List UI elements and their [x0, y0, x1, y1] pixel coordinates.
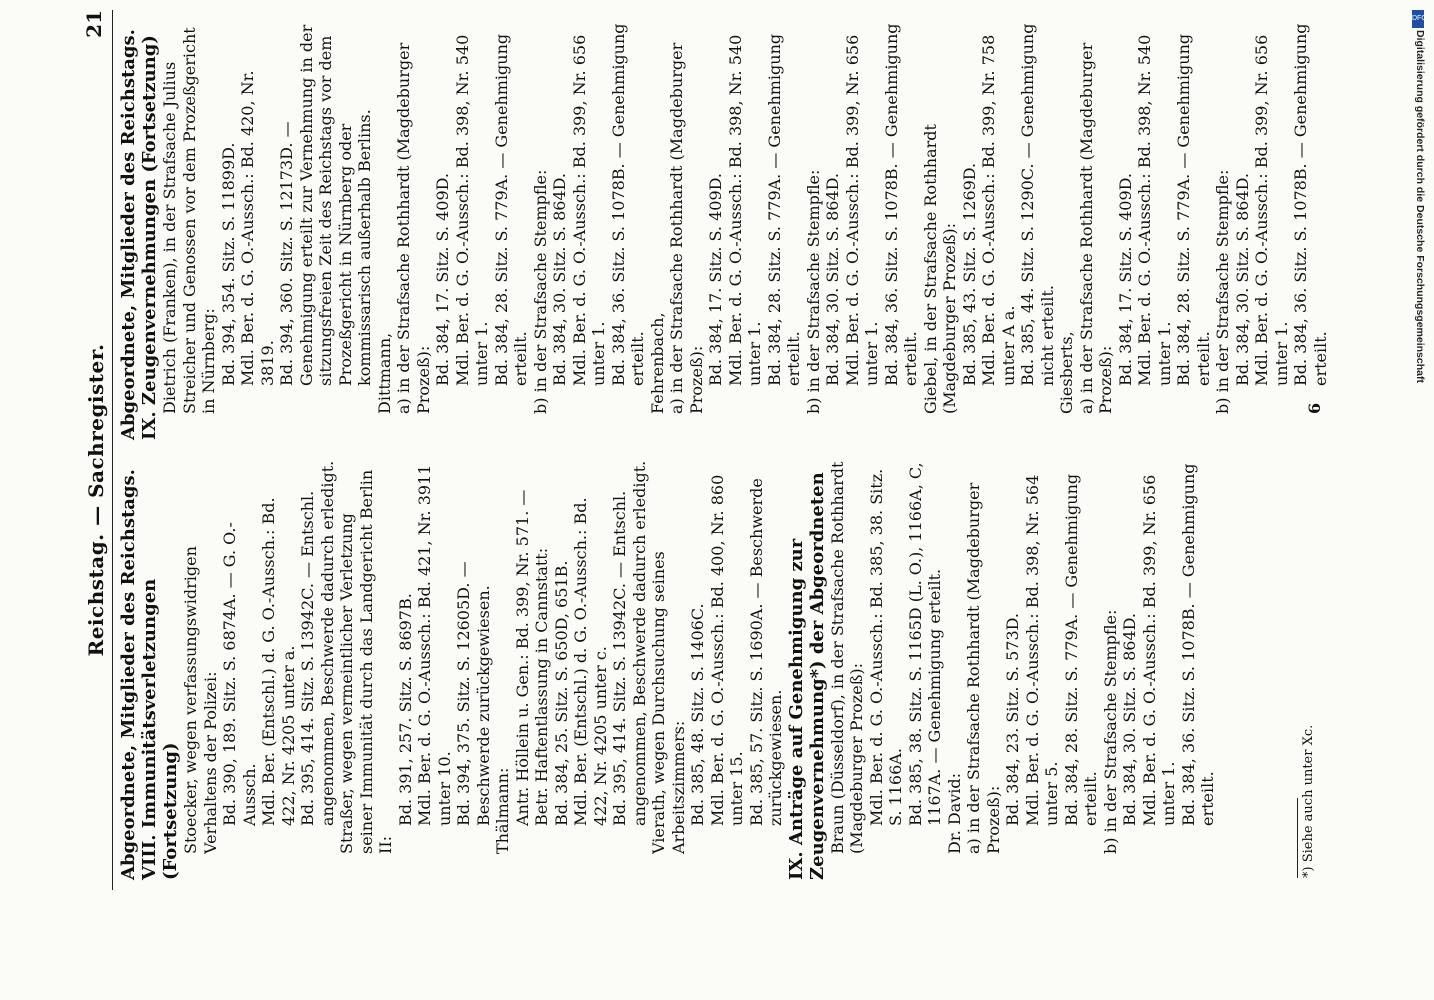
section-heading: Abgeordnete, Mitglieder des Reichstags. IX. Zeugenvernehmungen (Fortsetzung): [118, 29, 160, 440]
reference-line: Bd. 384, 23. Sitz. S. 573D.: [1003, 613, 1022, 826]
reference-line: Antr. Höllein u. Gen.: Bd. 399, Nr. 571. — Betr. Haftentlassung in Cannstatt:: [512, 489, 551, 826]
sub-entry: a) in der Strafsache Rothhardt (Magdeburger Prozeß):: [667, 42, 706, 414]
reference-line: Mdl. Ber. d. G. O.-Aussch.: Bd. 399, Nr. 758 unter A a.: [979, 34, 1018, 386]
reference-line: Bd. 384, 36. Sitz. S. 1078B. — Genehmigung erteilt.: [881, 23, 920, 386]
index-entry: Braun (Düsseldorf), in der Strafsache Rothhardt (Magdeburger Prozeß):: [827, 461, 866, 854]
reference-line: Bd. 394, 375. Sitz. S. 12605D. — Beschwerde zurückgewiesen.: [454, 561, 493, 826]
reference-line: Bd. 390, 189. Sitz. S. 6874A. — G. O.-Aussch.: [220, 522, 259, 826]
footnote: *) Siehe auch unter Xc.: [1301, 724, 1316, 878]
reference-line: Mdl. Ber. d. G. O.-Aussch.: Bd. 400, Nr. 860 unter 15.: [707, 474, 746, 826]
sub-entry: a) in der Strafsache Rothhardt (Magdeburger Prozeß):: [394, 42, 433, 414]
reference-line: Bd. 384, 25. Sitz. S. 650D, 651B.: [551, 560, 571, 826]
index-entry: Dr. David:: [944, 772, 964, 854]
reference-line: Mdl. Ber. d. G. O.-Aussch.: Bd. 398, Nr. 540 unter 1.: [1135, 34, 1174, 386]
sub-entry: b) in der Strafsache Stempfle:: [1100, 609, 1120, 854]
reference-line: Mdl. Ber. (Entschl.) d. G. O.-Aussch.: Bd. 422, Nr. 4205 unter a.: [259, 497, 298, 826]
reference-line: Bd. 384, 30. Sitz. S. 864D.: [823, 173, 842, 386]
reference-line: Bd. 384, 30. Sitz. S. 864D.: [1232, 173, 1252, 386]
reference-line: Bd. 384, 36. Sitz. S. 1078B. — Genehmigung erteilt.: [608, 23, 647, 386]
index-entry: Stoecker, wegen verfassungswidrigen Verhaltens der Polizei:: [181, 546, 220, 854]
reference-line: Bd. 384, 30. Sitz. S. 864D.: [1120, 613, 1139, 826]
reference-line: Bd. 394, 360. Sitz. S. 12173D. — Genehmigung erteilt zur Vernehmung in der sitzungsfreien Zeit des Reichstags vor dem Prozeßgericht in Nürnberg oder kommissarisch außerhalb Berlins.: [277, 24, 374, 386]
footnote-rule: [1297, 798, 1298, 878]
right-column: [118, 20, 1330, 440]
dfg-sidebar: [1412, 10, 1427, 890]
reference-line: Mdl. Ber. d. G. O.-Aussch.: Bd. 398, Nr. 540 unter 1.: [725, 34, 764, 386]
sub-entry: b) in der Strafsache Stempfle:: [1213, 169, 1232, 414]
reference-line: Bd. 384, 28. Sitz. S. 779A. — Genehmigung erteilt.: [1174, 33, 1213, 386]
reference-line: Mdl. Ber. d. G. O.-Aussch.: Bd. 421, Nr. 3911 unter 10.: [415, 464, 454, 826]
reference-line: Bd. 385, 57. Sitz. S. 1690A. — Beschwerde zurückgewiesen.: [746, 478, 785, 826]
reference-line: Bd. 395, 414. Sitz. S. 13942C. — Entschl. angenommen, Beschwerde dadurch erledigt.: [298, 460, 337, 826]
reference-line: Bd. 385, 48. Sitz. S. 1406C.: [688, 603, 707, 826]
dfg-funding-note: Digitalisierung gefördert durch die Deutsche Forschungsgemeinschaft: [1414, 30, 1426, 383]
sub-entry: a) in der Strafsache Rothhardt (Magdeburger Prozeß):: [964, 482, 1003, 854]
reference-line: Bd. 385, 43. Sitz. S. 1269D.: [959, 162, 979, 386]
page-number: 21: [82, 10, 106, 38]
reference-line: Bd. 394, 354. Sitz. S. 11899D.: [218, 142, 238, 386]
reference-line: Bd. 384, 36. Sitz. S. 1078B. — Genehmigung erteilt.: [1291, 23, 1330, 386]
index-entry: Thälmann:: [493, 767, 512, 854]
index-entry: Straßer, wegen vermeintlicher Verletzung seiner Immunität durch das Landgericht Berlin II:: [337, 469, 395, 854]
reference-line: Mdl. Ber. d. G. O.-Aussch.: Bd. 420, Nr. 3819.: [238, 70, 277, 386]
reference-line: Bd. 384, 36. Sitz. S. 1078B. — Genehmigung erteilt.: [1178, 463, 1217, 826]
reference-line: Bd. 384, 17. Sitz. S. 409D.: [433, 173, 452, 386]
reference-line: Mdl. Ber. d. G. O.-Aussch.: Bd. 399, Nr. 656 unter 1.: [569, 34, 608, 386]
section-heading: Abgeordnete, Mitglieder des Reichstags. VIII. Immunitätsverletzungen (Fortsetzung): [118, 469, 181, 880]
reference-line: Bd. 384, 28. Sitz. S. 779A. — Genehmigung erteilt.: [764, 33, 803, 386]
sub-entry: a) in der Strafsache Rothhardt (Magdeburger Prozeß):: [1076, 42, 1115, 414]
sub-entry: b) in der Strafsache Stempfle:: [803, 169, 823, 414]
reference-line: Bd. 385, 38. Sitz. S. 1165D (L. O.), 1166A, C, 1167A. — Genehmigung erteilt.: [905, 462, 944, 826]
signature-mark: 6: [1305, 402, 1324, 414]
dfg-logo: DFG: [1412, 10, 1424, 28]
reference-line: Bd. 395, 414. Sitz. S. 13942C. — Entschl. angenommen, Beschwerde dadurch erledigt.: [610, 460, 649, 826]
reference-line: Bd. 384, 28. Sitz. S. 779A. — Genehmigung erteilt.: [491, 33, 530, 386]
reference-line: Mdl. Ber. d. G. O.-Aussch.: Bd. 385, 38. Sitz. S. 1166A.: [866, 468, 905, 826]
header-rule: [112, 10, 113, 890]
reference-line: Mdl. Ber. d. G. O.-Aussch.: Bd. 398, Nr. 540 unter 1.: [452, 34, 491, 386]
reference-line: Mdl. Ber. d. G. O.-Aussch.: Bd. 399, Nr. 656 unter 1.: [1252, 34, 1291, 386]
reference-line: Mdl. Ber. d. G. O.-Aussch.: Bd. 399, Nr. 656 unter 1.: [1139, 474, 1178, 826]
reference-line: Bd. 384, 17. Sitz. S. 409D.: [706, 173, 725, 386]
page-header: [80, 0, 120, 1000]
running-title: Reichstag. — Sachregister.: [84, 343, 108, 657]
index-entry: Giebel, in der Strafsache Rothhardt (Magdeburger Prozeß):: [920, 124, 959, 414]
reference-line: Bd. 384, 30. Sitz. S. 864D.: [550, 173, 569, 386]
reference-line: Bd. 384, 28. Sitz. S. 779A. — Genehmigung erteilt.: [1061, 473, 1100, 826]
index-entry: Giesberts,: [1057, 331, 1076, 414]
reference-line: Mdl. Ber. d. G. O.-Aussch.: Bd. 399, Nr. 656 unter 1.: [842, 34, 881, 386]
sub-entry: b) in der Strafsache Stempfle:: [530, 169, 550, 414]
index-entry: Vierath, wegen Durchsuchung seines Arbeitszimmers:: [649, 551, 688, 854]
reference-line: Bd. 384, 17. Sitz. S. 409D.: [1115, 173, 1135, 386]
reference-line: Mdl. Ber. (Entschl.) d. G. O.-Aussch.: Bd. 422, Nr. 4205 unter c.: [571, 497, 610, 826]
index-entry: Fehrenbach,: [647, 312, 667, 414]
reference-line: Mdl. Ber. d. G. O.-Aussch.: Bd. 398, Nr. 564 unter 5.: [1022, 474, 1061, 826]
index-entry: Dittmann,: [374, 332, 394, 414]
section-heading: IX. Anträge auf Genehmigung zur Zeugenvernehmung*) der Abgeordneten: [785, 472, 828, 880]
left-column: [118, 460, 1218, 880]
reference-line: Bd. 385, 44. Sitz. S. 1290C. — Genehmigung nicht erteilt.: [1018, 23, 1057, 386]
reference-line: Bd. 391, 257. Sitz. S. 8697B.: [395, 593, 415, 826]
index-entry: Dietrich (Franken), in der Strafsache Julius Streicher und Genossen vor dem Prozeßgericht in Nürnberg:: [160, 27, 218, 414]
